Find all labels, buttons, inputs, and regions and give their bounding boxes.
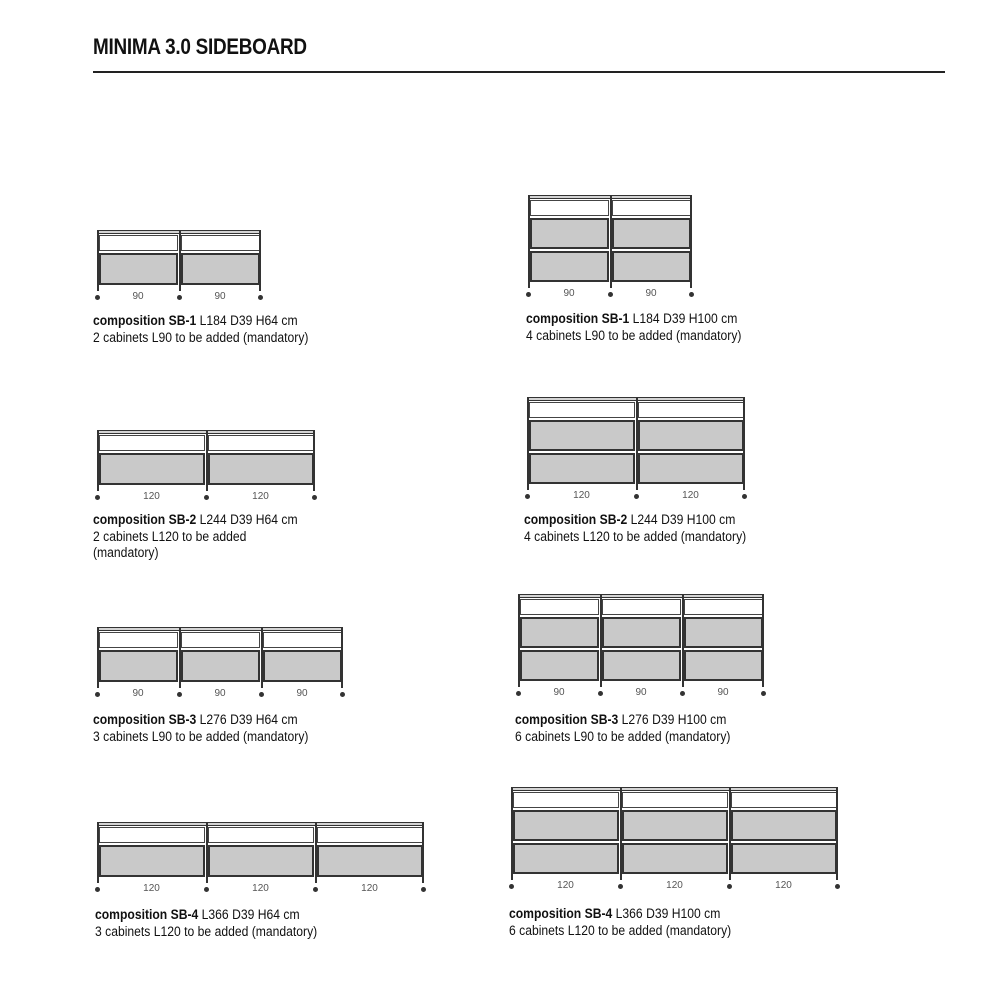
cabinet-door [529, 453, 635, 484]
composition-caption [93, 712, 308, 745]
frame-post [315, 822, 317, 883]
cabinet-door [513, 843, 619, 874]
composition-specs: L244 D39 H100 cm [627, 512, 736, 527]
cabinet-door [731, 810, 837, 841]
cabinet-door [622, 843, 728, 874]
dimension-label: 120 [252, 491, 269, 502]
cabinet-door [181, 650, 260, 682]
composition-code: composition SB-2 [524, 512, 628, 527]
cabinet-door [99, 453, 205, 485]
foot-marker [727, 884, 732, 889]
cabinets-note: 4 cabinets L90 to be added (mandatory) [526, 327, 742, 343]
cabinet-door [530, 251, 609, 282]
composition-code: composition SB-3 [515, 712, 619, 727]
frame-post [341, 627, 343, 688]
frame-post [206, 822, 208, 883]
composition-specs: L366 D39 H64 cm [198, 907, 300, 922]
cabinet-door [513, 810, 619, 841]
frame-post [261, 627, 263, 688]
sideboard-drawing [97, 627, 343, 699]
frame-post [97, 822, 99, 883]
composition-specs: L244 D39 H64 cm [196, 512, 298, 527]
composition-code: composition SB-2 [93, 512, 197, 527]
drawer-front [638, 402, 744, 418]
cabinet-door [529, 420, 635, 451]
foot-marker [421, 887, 426, 892]
caption-line-1 [95, 907, 317, 924]
caption-line-1 [93, 512, 298, 529]
foot-marker [835, 884, 840, 889]
foot-marker [509, 884, 514, 889]
foot-marker [259, 692, 264, 697]
drawer-front [317, 827, 423, 843]
frame-post [620, 787, 622, 880]
frame-post [836, 787, 838, 880]
foot-marker [177, 692, 182, 697]
drawer-front [99, 235, 178, 251]
sideboard-drawing [97, 430, 315, 502]
composition-code: composition SB-1 [93, 313, 197, 328]
cabinets-note: 4 cabinets L120 to be added (mandatory) [524, 528, 747, 544]
cabinets-note: 2 cabinets L90 to be added (mandatory) [93, 329, 309, 345]
sideboard-drawing [511, 787, 838, 891]
frame-post [636, 397, 638, 490]
composition-caption [95, 907, 317, 940]
drawer-front [208, 435, 314, 451]
composition-specs: L184 D39 H64 cm [196, 313, 298, 328]
frame-post [179, 230, 181, 291]
foot-marker [634, 494, 639, 499]
composition-code: composition SB-4 [95, 907, 199, 922]
frame-post [729, 787, 731, 880]
foot-marker [608, 292, 613, 297]
foot-marker [761, 691, 766, 696]
drawer-front [731, 792, 837, 808]
frame-post [527, 397, 529, 490]
drawer-front [530, 200, 609, 216]
foot-marker [680, 691, 685, 696]
foot-marker [204, 495, 209, 500]
dimension-label: 120 [775, 880, 792, 891]
composition-specs: L184 D39 H100 cm [629, 311, 738, 326]
frame-post [682, 594, 684, 687]
foot-marker [525, 494, 530, 499]
dimension-label: 90 [717, 687, 729, 698]
drawer-front [208, 827, 314, 843]
cabinet-door [638, 453, 744, 484]
drawer-front [684, 599, 763, 615]
drawer-front [181, 235, 260, 251]
frame-post [511, 787, 513, 880]
cabinet-door [684, 650, 763, 681]
drawer-front [99, 632, 178, 648]
dimension-label: 90 [132, 291, 144, 302]
drawer-front [513, 792, 619, 808]
caption-line-1 [524, 512, 746, 529]
sideboard-drawing [528, 195, 692, 299]
dimension-label: 120 [361, 883, 378, 894]
dimension-label: 90 [635, 687, 647, 698]
composition-code: composition SB-3 [93, 712, 197, 727]
dimension-label: 90 [132, 688, 144, 699]
drawer-front [520, 599, 599, 615]
cabinet-door [99, 845, 205, 877]
cabinets-note: 6 cabinets L90 to be added (mandatory) [515, 728, 731, 744]
dimension-label: 90 [214, 688, 226, 699]
cabinet-door [602, 617, 681, 648]
composition-specs: L276 D39 H100 cm [618, 712, 727, 727]
frame-post [259, 230, 261, 291]
caption-line-1 [509, 906, 731, 923]
frame-post [422, 822, 424, 883]
composition-code: composition SB-1 [526, 311, 630, 326]
cabinets-note: 3 cabinets L90 to be added (mandatory) [93, 728, 309, 744]
foot-marker [204, 887, 209, 892]
drawer-front [181, 632, 260, 648]
cabinet-door [612, 251, 691, 282]
caption-line-1 [93, 313, 308, 330]
composition-caption [524, 512, 746, 545]
top-shelf [97, 822, 424, 826]
frame-post [610, 195, 612, 288]
dimension-label: 90 [214, 291, 226, 302]
foot-marker [95, 692, 100, 697]
dimension-label: 90 [296, 688, 308, 699]
sideboard-drawing [527, 397, 745, 501]
drawer-front [263, 632, 342, 648]
cabinet-door [530, 218, 609, 249]
cabinet-door [520, 617, 599, 648]
dimension-label: 120 [252, 883, 269, 894]
foot-marker [598, 691, 603, 696]
drawer-front [529, 402, 635, 418]
cabinet-door [99, 650, 178, 682]
frame-post [690, 195, 692, 288]
cabinet-door [208, 845, 314, 877]
cabinet-door [602, 650, 681, 681]
frame-post [97, 627, 99, 688]
dimension-label: 120 [143, 491, 160, 502]
foot-marker [340, 692, 345, 697]
drawer-front [622, 792, 728, 808]
caption-line-1 [93, 712, 308, 729]
foot-marker [618, 884, 623, 889]
frame-post [97, 430, 99, 491]
dimension-label: 90 [553, 687, 565, 698]
sideboard-drawing [97, 822, 424, 894]
top-shelf [97, 627, 343, 631]
drawer-front [602, 599, 681, 615]
frame-post [518, 594, 520, 687]
caption-line-1 [515, 712, 730, 729]
foot-marker [95, 887, 100, 892]
foot-marker [742, 494, 747, 499]
sideboard-drawing [97, 230, 261, 302]
frame-post [97, 230, 99, 291]
cabinets-note-cont: (mandatory) [93, 545, 159, 560]
drawer-front [99, 435, 205, 451]
frame-post [179, 627, 181, 688]
cabinet-door [684, 617, 763, 648]
top-shelf [511, 787, 838, 791]
foot-marker [526, 292, 531, 297]
cabinet-door [99, 253, 178, 285]
cabinet-door [317, 845, 423, 877]
dimension-label: 120 [143, 883, 160, 894]
foot-marker [689, 292, 694, 297]
foot-marker [313, 887, 318, 892]
dimension-label: 120 [573, 490, 590, 501]
cabinet-door [731, 843, 837, 874]
frame-post [743, 397, 745, 490]
composition-caption [515, 712, 730, 745]
frame-post [206, 430, 208, 491]
composition-caption [93, 512, 298, 562]
foot-marker [516, 691, 521, 696]
frame-post [762, 594, 764, 687]
dimension-label: 90 [645, 288, 657, 299]
foot-marker [95, 495, 100, 500]
sideboard-drawing [518, 594, 764, 698]
cabinets-note: 3 cabinets L120 to be added (mandatory) [95, 923, 318, 939]
cabinet-door [520, 650, 599, 681]
composition-code: composition SB-4 [509, 906, 613, 921]
page-title: MINIMA 3.0 SIDEBOARD [93, 34, 307, 59]
dimension-label: 90 [563, 288, 575, 299]
foot-marker [177, 295, 182, 300]
frame-post [600, 594, 602, 687]
top-shelf [518, 594, 764, 598]
cabinet-door [181, 253, 260, 285]
dimension-label: 120 [666, 880, 683, 891]
frame-post [528, 195, 530, 288]
cabinets-note: 6 cabinets L120 to be added (mandatory) [509, 922, 732, 938]
cabinet-door [638, 420, 744, 451]
dimension-label: 120 [682, 490, 699, 501]
cabinet-door [622, 810, 728, 841]
cabinet-door [208, 453, 314, 485]
foot-marker [312, 495, 317, 500]
cabinets-note: 2 cabinets L120 to be added [93, 528, 247, 544]
drawer-front [99, 827, 205, 843]
composition-specs: L366 D39 H100 cm [612, 906, 721, 921]
drawer-front [612, 200, 691, 216]
caption-line-1 [526, 311, 741, 328]
cabinet-door [263, 650, 342, 682]
composition-caption [526, 311, 741, 344]
cabinet-door [612, 218, 691, 249]
foot-marker [95, 295, 100, 300]
dimension-label: 120 [557, 880, 574, 891]
title-divider [93, 71, 945, 73]
composition-caption [509, 906, 731, 939]
composition-specs: L276 D39 H64 cm [196, 712, 298, 727]
foot-marker [258, 295, 263, 300]
frame-post [313, 430, 315, 491]
composition-caption [93, 313, 308, 346]
